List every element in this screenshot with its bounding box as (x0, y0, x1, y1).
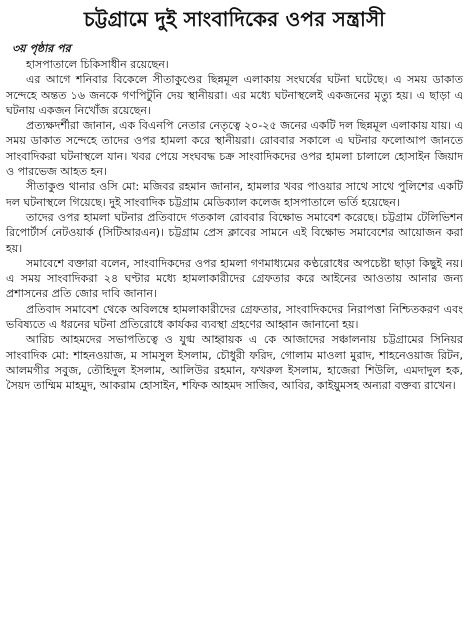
article-paragraph: প্রতিবাদ সমাবেশ থেকে অবিলম্বে হামলাকারীদের গ্রেফতার, সাংবাদিকদের নিরাপত্তা নিশ্চিতকরণ এবং ভবিষ্যতে এ ধরনের ঘটনা প্রতিরোধে কার্যকর ব্যবস্থা গ্রহণের আহ্বান জানানো হয়। (6, 302, 463, 332)
article-headline: চট্টগ্রামে দুই সাংবাদিকের ওপর সন্ত্রাসী (83, 7, 386, 31)
article-body (6, 57, 463, 394)
article-paragraph: সীতাকুণ্ড থানার ওসি মো: মজিবর রহমান জানান, হামলার খবর পাওয়ার সাথে সাথে পুলিশের একটি দল ঘটনাস্থলে গিয়েছে। দুই সাংবাদিক চট্টগ্রাম মেডিক্যাল কলেজ হাসপাতালে ভর্তি হয়েছেন। (6, 180, 463, 209)
article-paragraph: এর আগে শনিবার বিকেলে সীতাকুণ্ডের ছিন্নমূল এলাকায় সংঘর্ষের ঘটনা ঘটেছে। এ সময় ডাকাত সন্দেহে অন্তত ১৬ জনকে গণপিটুনি দেয় স্থানীয়রা। এর মধ্যে ঘটনাস্থলেই একজনের মৃত্যু হয়। এ ছাড়া এ ঘটনায় একজন নিখোঁজ রয়েছেন। (6, 73, 463, 117)
article-paragraph: প্রত্যক্ষদর্শীরা জানান, এক বিএনপি নেতার নেতৃত্বে ২০-২৫ জনের একটি দল ছিন্নমূল এলাকায় যায়। এ সময় ডাকাত সন্দেহে তাদের ওপর হামলা করে স্থানীয়রা। রোববার সকালে এ ঘটনার ফলোআপ জানতে সাংবাদিকরা ঘটনাস্থলে যান। খবর পেয়ে সংঘবদ্ধ চক্র সাংবাদিকদের ওপর হামলা চালালে হোসাইন জিয়াদ ও পারভেজ আহত হন। (6, 119, 463, 179)
article-paragraph: তাদের ওপর হামলা ঘটনার প্রতিবাদে গতকাল রোববার বিক্ষোভ সমাবেশ করেছে। চট্টগ্রাম টেলিভিশন রিপোর্টার্স নেটওয়ার্ক (সিটিআরএন)। চট্টগ্রাম প্রেস ক্লাবের সামনে এই বিক্ষোভ সমাবেশের আয়োজন করা হয়। (6, 210, 463, 255)
article-paragraph: সমাবেশে বক্তারা বলেন, সাংবাদিকদের ওপর হামলা গণমাধ্যমের কণ্ঠরোধের অপচেষ্টা ছাড়া কিছুই নয়। এ সময় সাংবাদিকরা ২৪ ঘণ্টার মধ্যে হামলাকারীদের গ্রেফতার করে আইনের আওতায় আনার জন্য প্রশাসনের প্রতি জোর দাবি জানান। (6, 256, 463, 301)
article-paragraph: হাসপাতালে চিকিসাধীন রয়েছেন। (26, 58, 169, 71)
article-paragraph: আরিচ আহমদের সভাপতিত্বে ও যুগ্ম আহ্বায়ক এ কে আজাদের সঞ্চালনায় চট্টগ্রামের সিনিয়র সাংবাদিক মো: শাহনওয়াজ, ম সামসুল ইসলাম, চৌধুরী ফরিদ, গোলাম মাওলা মুরাদ, শাহনেওয়াজ রিটন, আলমগীর সবুজ, তৌহিদুল ইসলাম, আলিউর রহমান, ফখরুল ইসলাম, হাজেরা শিউলি, এমদাদুল হক, সৈয়দ তাম্মিম মাহমুদ, আকরাম হোসাইন, শফিক আহমদ সাজিব, আবির, কাইয়ুমসহ অন্যরা বক্তব্য রাখেন। (6, 333, 463, 393)
continued-from-label: ৩য় পৃষ্ঠার পর (12, 42, 71, 55)
